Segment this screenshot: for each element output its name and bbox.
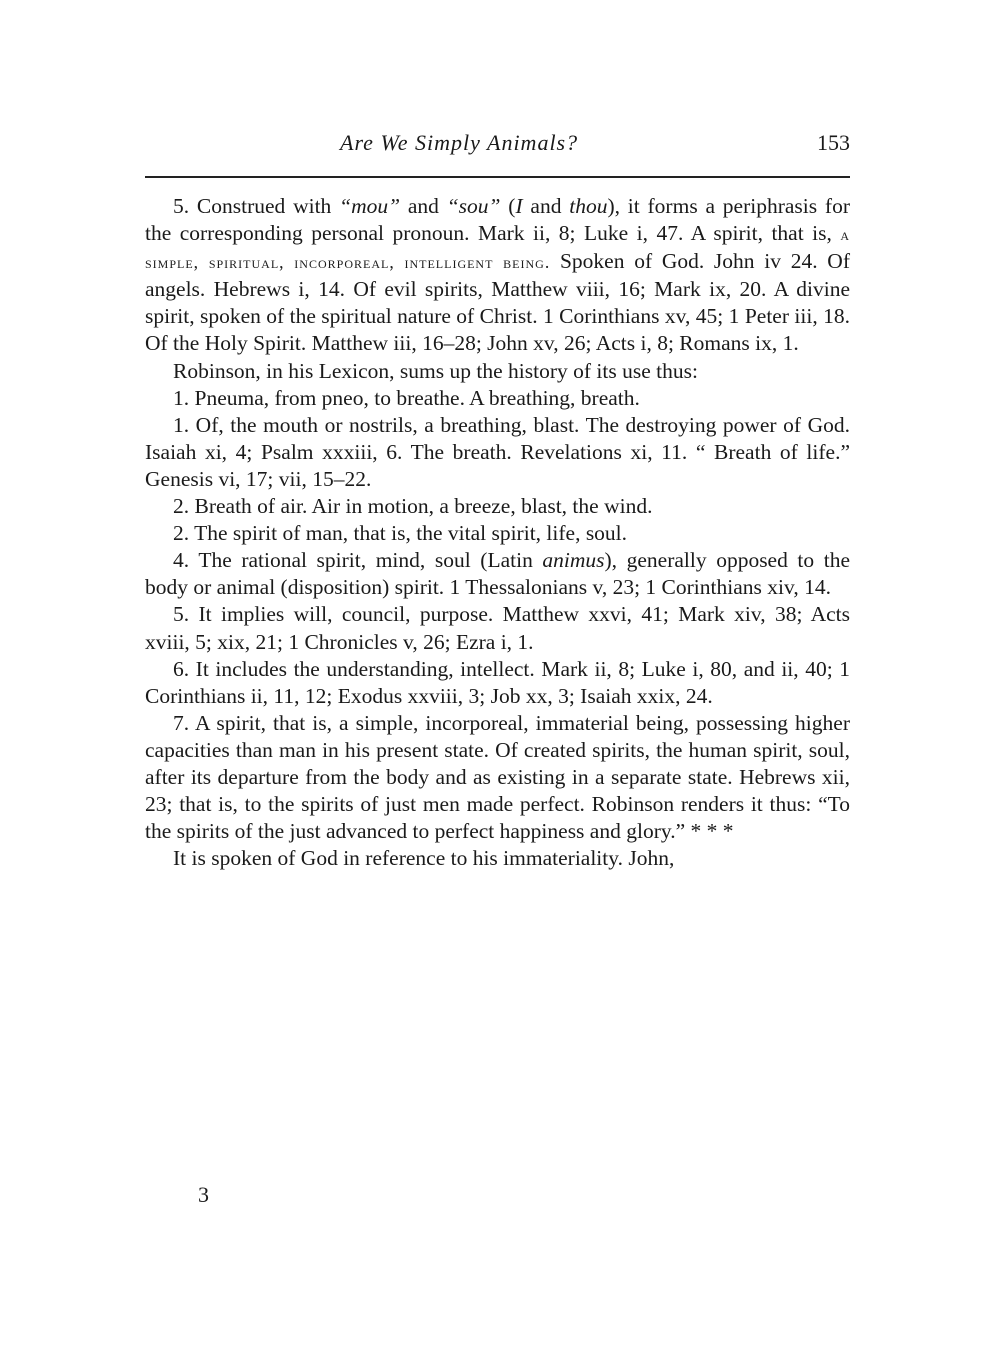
italic-term: I (515, 194, 523, 218)
italic-term: “sou” (446, 194, 501, 218)
header-rule (145, 176, 850, 178)
italic-term: “mou” (339, 194, 401, 218)
paragraph-item-1-pneuma: 1. Pneuma, from pneo, to breathe. A breathing, breath. (173, 385, 640, 410)
paragraph-item-6-understanding: 6. It includes the understanding, intellect. Mark ii, 8; Luke i, 80, and ii, 40; 1 Corinthians ii, 11, 12; Exodus xxviii, 3; Job xx, 3; Isaiah xxix, 24. (145, 656, 850, 708)
paragraph-god: It is spoken of God in reference to his immateriality. John, (173, 846, 675, 871)
text-run: and (400, 194, 447, 218)
italic-term: animus (542, 548, 605, 573)
text-run: ( (500, 194, 516, 218)
body-text (145, 193, 850, 872)
page-number: 153 (817, 130, 850, 155)
paragraph-item-5-will: 5. It implies will, council, purpose. Matthew xxvi, 41; Mark xiv, 38; Acts xviii, 5; xix, 21; 1 Chronicles v, 26; Ezra i, 1. (145, 602, 850, 654)
signature-mark: 3 (198, 1182, 209, 1207)
running-head (145, 130, 850, 160)
text-run: 5. Construed with (173, 194, 340, 218)
paragraph-item-4-rational (145, 547, 850, 601)
text-run: ), it forms a periphrasis for the corresponding personal pronoun. Mark ii, 8; Luke i, 47. A spirit, that is, (145, 194, 850, 246)
paragraph-definition-5 (145, 193, 850, 358)
small-caps-phrase: a simple, spiritual, incorporeal, intelligent being. (145, 224, 850, 273)
paragraph-item-7-spirit: 7. A spirit, that is, a simple, incorporeal, immaterial being, possessing higher capacities than man in his present state. Of created spirits, the human spirit, soul, after its departure from the body and as existing in a separate state. Hebrews xii, 23; that is, to the spirits of just men made perfect. Robinson renders it thus: “To the spirits of the just advanced to perfect happiness and glory.” * * * (145, 710, 850, 844)
text-run: and (522, 194, 570, 218)
paragraph-item-2-spirit: 2. The spirit of man, that is, the vital spirit, life, soul. (173, 521, 628, 546)
italic-term: thou (569, 194, 608, 218)
text-run: Spoken of God. John iv 24. Of angels. Hebrews i, 14. Of evil spirits, Matthew viii, 16; Mark ix, 20. A divine spirit, spoken of the spiritual nature of Christ. 1 Corinthians xv, 45; 1 Peter iii, 18. Of the Holy Spirit. Matthew iii, 16–28; John xv, 26; Acts i, 8; Romans ix, 1. (145, 249, 850, 356)
paragraph-item-2-air: 2. Breath of air. Air in motion, a breeze, blast, the wind. (173, 494, 653, 519)
paragraph-robinson-intro: Robinson, in his Lexicon, sums up the history of its use thus: (173, 358, 698, 383)
paragraph-item-1-mouth: 1. Of, the mouth or nostrils, a breathing, blast. The destroying power of God. Isaiah xi, 4; Psalm xxxiii, 6. The breath. Revelations xi, 11. “ Breath of life.” Genesis vi, 17; vii, 15–22. (145, 412, 850, 491)
text-run: ), generally opposed to the body or animal (disposition) spirit. 1 Thessalonians v, 23; 1 Corinthians xiv, 14. (145, 548, 850, 600)
text-run: 4. The rational spirit, mind, soul (Latin (173, 548, 543, 573)
running-title: Are We Simply Animals? (340, 130, 579, 155)
